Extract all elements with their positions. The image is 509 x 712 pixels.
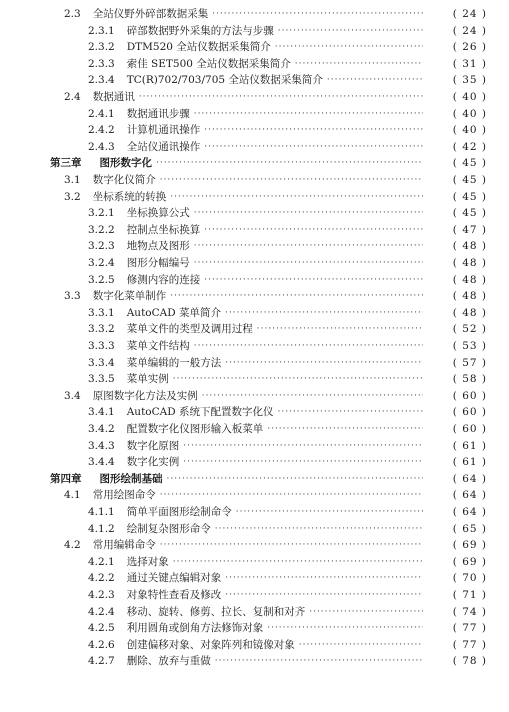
- entry-number: 4.2.2: [88, 572, 115, 585]
- entry-title: 碎部数据野外采集的方法与步骤: [126, 24, 274, 37]
- entry-number: 4.1.2: [88, 522, 115, 535]
- toc-entry-row: [0, 438, 509, 454]
- entry-number: 3.2.2: [88, 223, 115, 236]
- toc-entry-row: [0, 504, 509, 520]
- toc-entry-row: [0, 570, 509, 586]
- toc-entry-row: [0, 89, 509, 105]
- page-number: ( 69 ): [452, 539, 487, 552]
- entry-number: 3.1: [64, 174, 81, 186]
- page-number: ( 48 ): [452, 306, 487, 319]
- entry-number: 2.3.3: [88, 57, 115, 70]
- entry-title: 菜单文件结构: [126, 340, 190, 352]
- toc-chapter-row: [0, 155, 509, 171]
- entry-title: 计算机通讯操作: [126, 124, 201, 137]
- entry-number: 第四章: [50, 472, 82, 485]
- entry-title: 地物点及图形: [126, 240, 190, 253]
- entry-title: 数字化原图: [126, 439, 180, 452]
- entry-title: 菜单实例: [126, 373, 169, 386]
- entry-title: 图形绘制基础: [99, 472, 163, 485]
- entry-title: DTM520 全站仪数据采集简介: [126, 41, 271, 54]
- toc-entry-row: [0, 454, 509, 470]
- page-number: ( 47 ): [452, 223, 487, 236]
- entry-number: 4.2: [64, 539, 81, 552]
- entry-title: 通过关键点编辑对象: [126, 572, 222, 585]
- page-number: ( 45 ): [452, 190, 487, 203]
- page-number: ( 26 ): [452, 41, 487, 54]
- dot-leader: [173, 554, 423, 570]
- page-number: ( 69 ): [452, 555, 487, 568]
- entry-number: 3.4.3: [88, 439, 115, 452]
- dot-leader: [275, 39, 423, 55]
- page-number: ( 58 ): [452, 373, 487, 386]
- page-number: ( 45 ): [452, 207, 487, 220]
- toc-entry-row: [0, 23, 509, 39]
- page-number: ( 61 ): [452, 439, 487, 452]
- toc-entry-row: [0, 272, 509, 288]
- toc-entry-row: [0, 404, 509, 420]
- page-number: ( 61 ): [452, 456, 487, 469]
- dot-leader: [267, 620, 423, 636]
- entry-title: 索佳 SET500 全站仪数据采集简介: [126, 57, 291, 70]
- dot-leader: [309, 604, 423, 620]
- entry-number: 4.1.1: [88, 506, 115, 518]
- page-number: ( 77 ): [452, 638, 487, 651]
- entry-title: 控制点坐标换算: [126, 223, 201, 236]
- entry-title: 常用编辑命令: [92, 539, 156, 552]
- entry-title: 图形数字化: [99, 157, 152, 170]
- toc-entry-row: [0, 421, 509, 437]
- toc-entry-row: [0, 122, 509, 138]
- page-number: ( 40 ): [452, 124, 487, 137]
- entry-title: 简单平面图形绘制命令: [126, 506, 232, 518]
- entry-number: 3.3.2: [88, 323, 115, 336]
- page-number: ( 45 ): [452, 174, 487, 186]
- dot-leader: [194, 338, 423, 354]
- dot-leader: [156, 155, 423, 171]
- entry-title: 数字化仪简介: [92, 174, 156, 186]
- entry-title: 坐标换算公式: [126, 207, 190, 220]
- entry-number: 2.3.4: [88, 74, 115, 87]
- dot-leader: [173, 371, 423, 387]
- entry-number: 2.3.1: [88, 24, 115, 37]
- entry-number: 3.2.5: [88, 273, 115, 286]
- entry-number: 3.4.1: [88, 406, 115, 419]
- dot-leader: [139, 89, 423, 105]
- page-number: ( 77 ): [452, 622, 487, 635]
- dot-leader: [212, 6, 423, 22]
- entry-title: 修测内容的连接: [126, 273, 201, 286]
- dot-leader: [257, 321, 423, 337]
- entry-number: 3.4.4: [88, 456, 115, 469]
- toc-entry-row: [0, 371, 509, 387]
- entry-title: 常用绘图命令: [92, 489, 156, 502]
- entry-number: 3.3.3: [88, 340, 115, 352]
- toc-entry-row: [0, 305, 509, 321]
- entry-number: 3.2.1: [88, 207, 115, 220]
- page-number: ( 40 ): [452, 91, 487, 103]
- dot-leader: [194, 205, 423, 221]
- entry-number: 3.3: [64, 290, 81, 303]
- entry-number: 3.3.5: [88, 373, 115, 386]
- page-number: ( 42 ): [452, 140, 487, 153]
- toc-entry-row: [0, 106, 509, 122]
- toc-chapter-row: [0, 471, 509, 487]
- dot-leader: [183, 454, 423, 470]
- entry-number: 第三章: [50, 157, 82, 170]
- dot-leader: [295, 56, 423, 72]
- entry-title: 菜单编辑的一般方法: [126, 356, 222, 369]
- entry-number: 4.1: [64, 489, 81, 502]
- entry-number: 4.2.4: [88, 605, 115, 618]
- page-number: ( 70 ): [452, 572, 487, 585]
- dot-leader: [204, 122, 423, 138]
- entry-title: 利用圆角或倒角方法修饰对象: [126, 622, 264, 635]
- dot-leader: [225, 570, 423, 586]
- page-number: ( 60 ): [452, 389, 487, 402]
- dot-leader: [225, 305, 423, 321]
- page-number: ( 40 ): [452, 107, 487, 120]
- entry-title: 坐标系统的转换: [92, 190, 167, 203]
- dot-leader: [160, 172, 423, 188]
- entry-title: 图形分幅编号: [126, 257, 190, 269]
- entry-title: 数据通讯: [92, 91, 135, 103]
- dot-leader: [160, 487, 423, 503]
- entry-number: 4.2.6: [88, 638, 115, 651]
- page-number: ( 48 ): [452, 240, 487, 253]
- entry-number: 3.4: [64, 389, 81, 402]
- toc-entry-row: [0, 653, 509, 669]
- dot-leader: [160, 537, 423, 553]
- entry-number: 2.4: [64, 91, 81, 103]
- dot-leader: [167, 471, 424, 487]
- toc-entry-row: [0, 72, 509, 88]
- dot-leader: [327, 72, 423, 88]
- page-number: ( 64 ): [452, 506, 487, 518]
- page-number: ( 52 ): [452, 323, 487, 336]
- dot-leader: [204, 139, 423, 155]
- entry-number: 3.3.1: [88, 306, 115, 319]
- entry-title: TC(R)702/703/705 全站仪数据采集简介: [126, 74, 323, 87]
- entry-title: AutoCAD 系统下配置数字化仪: [126, 406, 274, 419]
- entry-number: 4.2.7: [88, 655, 115, 668]
- toc-entry-row: [0, 238, 509, 254]
- entry-number: 3.4.2: [88, 423, 115, 435]
- entry-title: 创建偏移对象、对象阵列和镜像对象: [126, 638, 295, 651]
- entry-title: 绘制复杂图形命令: [126, 522, 211, 535]
- page-number: ( 64 ): [452, 489, 487, 502]
- toc-entry-row: [0, 321, 509, 337]
- dot-leader: [194, 106, 423, 122]
- entry-number: 4.2.1: [88, 555, 115, 568]
- page-number: ( 74 ): [452, 605, 487, 618]
- toc-entry-row: [0, 487, 509, 503]
- entry-number: 2.3.2: [88, 41, 115, 54]
- entry-title: 数字化菜单制作: [92, 290, 167, 303]
- toc-entry-row: [0, 139, 509, 155]
- toc-entry-row: [0, 255, 509, 271]
- entry-title: 全站仪野外碎部数据采集: [92, 8, 209, 20]
- dot-leader: [215, 521, 423, 537]
- toc-entry-row: [0, 172, 509, 188]
- entry-title: 删除、放弃与重做: [126, 655, 211, 668]
- entry-title: AutoCAD 菜单简介: [126, 306, 221, 319]
- dot-leader: [194, 255, 423, 271]
- page-number: ( 31 ): [452, 57, 487, 70]
- toc-entry-row: [0, 537, 509, 553]
- toc-entry-row: [0, 355, 509, 371]
- entry-number: 4.2.3: [88, 589, 115, 601]
- entry-title: 移动、旋转、修剪、拉长、复制和对齐: [126, 605, 306, 618]
- page-number: ( 64 ): [452, 472, 487, 485]
- entry-number: 3.2.3: [88, 240, 115, 253]
- page-number: ( 65 ): [452, 522, 487, 535]
- entry-number: 2.4.1: [88, 107, 115, 120]
- entry-title: 数字化实例: [126, 456, 180, 469]
- entry-number: 2.4.3: [88, 140, 115, 153]
- dot-leader: [215, 653, 423, 669]
- toc-entry-row: [0, 620, 509, 636]
- dot-leader: [277, 404, 423, 420]
- toc-entry-row: [0, 604, 509, 620]
- dot-leader: [278, 23, 423, 39]
- entry-title: 选择对象: [126, 555, 169, 568]
- entry-title: 全站仪通讯操作: [126, 140, 201, 153]
- entry-title: 原图数字化方法及实例: [92, 389, 198, 402]
- dot-leader: [267, 421, 423, 437]
- page-number: ( 35 ): [452, 74, 487, 87]
- dot-leader: [194, 238, 423, 254]
- dot-leader: [170, 189, 423, 205]
- toc-entry-row: [0, 6, 509, 22]
- page-number: ( 24 ): [452, 8, 487, 20]
- toc-entry-row: [0, 521, 509, 537]
- dot-leader: [202, 388, 423, 404]
- toc-entry-row: [0, 637, 509, 653]
- toc-entry-row: [0, 205, 509, 221]
- page-number: ( 53 ): [452, 340, 487, 352]
- toc-entry-row: [0, 39, 509, 55]
- page-number: ( 48 ): [452, 290, 487, 303]
- toc-entry-row: [0, 587, 509, 603]
- page-number: ( 57 ): [452, 356, 487, 369]
- dot-leader: [299, 637, 423, 653]
- toc-entry-row: [0, 554, 509, 570]
- page-number: ( 48 ): [452, 273, 487, 286]
- entry-title: 数据通讯步骤: [126, 107, 190, 120]
- toc-entry-row: [0, 56, 509, 72]
- page-number: ( 78 ): [452, 655, 487, 668]
- dot-leader: [225, 355, 423, 371]
- toc-entry-row: [0, 222, 509, 238]
- toc-entry-row: [0, 338, 509, 354]
- entry-title: 菜单文件的类型及调用过程: [126, 323, 253, 336]
- entry-title: 配置数字化仪图形输入板菜单: [126, 423, 264, 435]
- entry-number: 3.2: [64, 190, 81, 203]
- page-number: ( 24 ): [452, 24, 487, 37]
- entry-number: 4.2.5: [88, 622, 115, 635]
- toc-entry-row: [0, 288, 509, 304]
- page-number: ( 45 ): [452, 157, 487, 170]
- entry-number: 2.4.2: [88, 124, 115, 137]
- dot-leader: [204, 272, 423, 288]
- page-number: ( 60 ): [452, 423, 487, 435]
- toc-entry-row: [0, 189, 509, 205]
- page-number: ( 71 ): [452, 589, 487, 601]
- entry-title: 对象特性查看及修改: [126, 589, 222, 601]
- entry-number: 2.3: [64, 8, 81, 20]
- dot-leader: [225, 587, 423, 603]
- entry-number: 3.3.4: [88, 356, 115, 369]
- dot-leader: [183, 438, 423, 454]
- dot-leader: [236, 504, 423, 520]
- page-number: ( 60 ): [452, 406, 487, 419]
- entry-number: 3.2.4: [88, 257, 115, 269]
- toc-entry-row: [0, 388, 509, 404]
- dot-leader: [204, 222, 423, 238]
- dot-leader: [170, 288, 423, 304]
- page-number: ( 48 ): [452, 257, 487, 269]
